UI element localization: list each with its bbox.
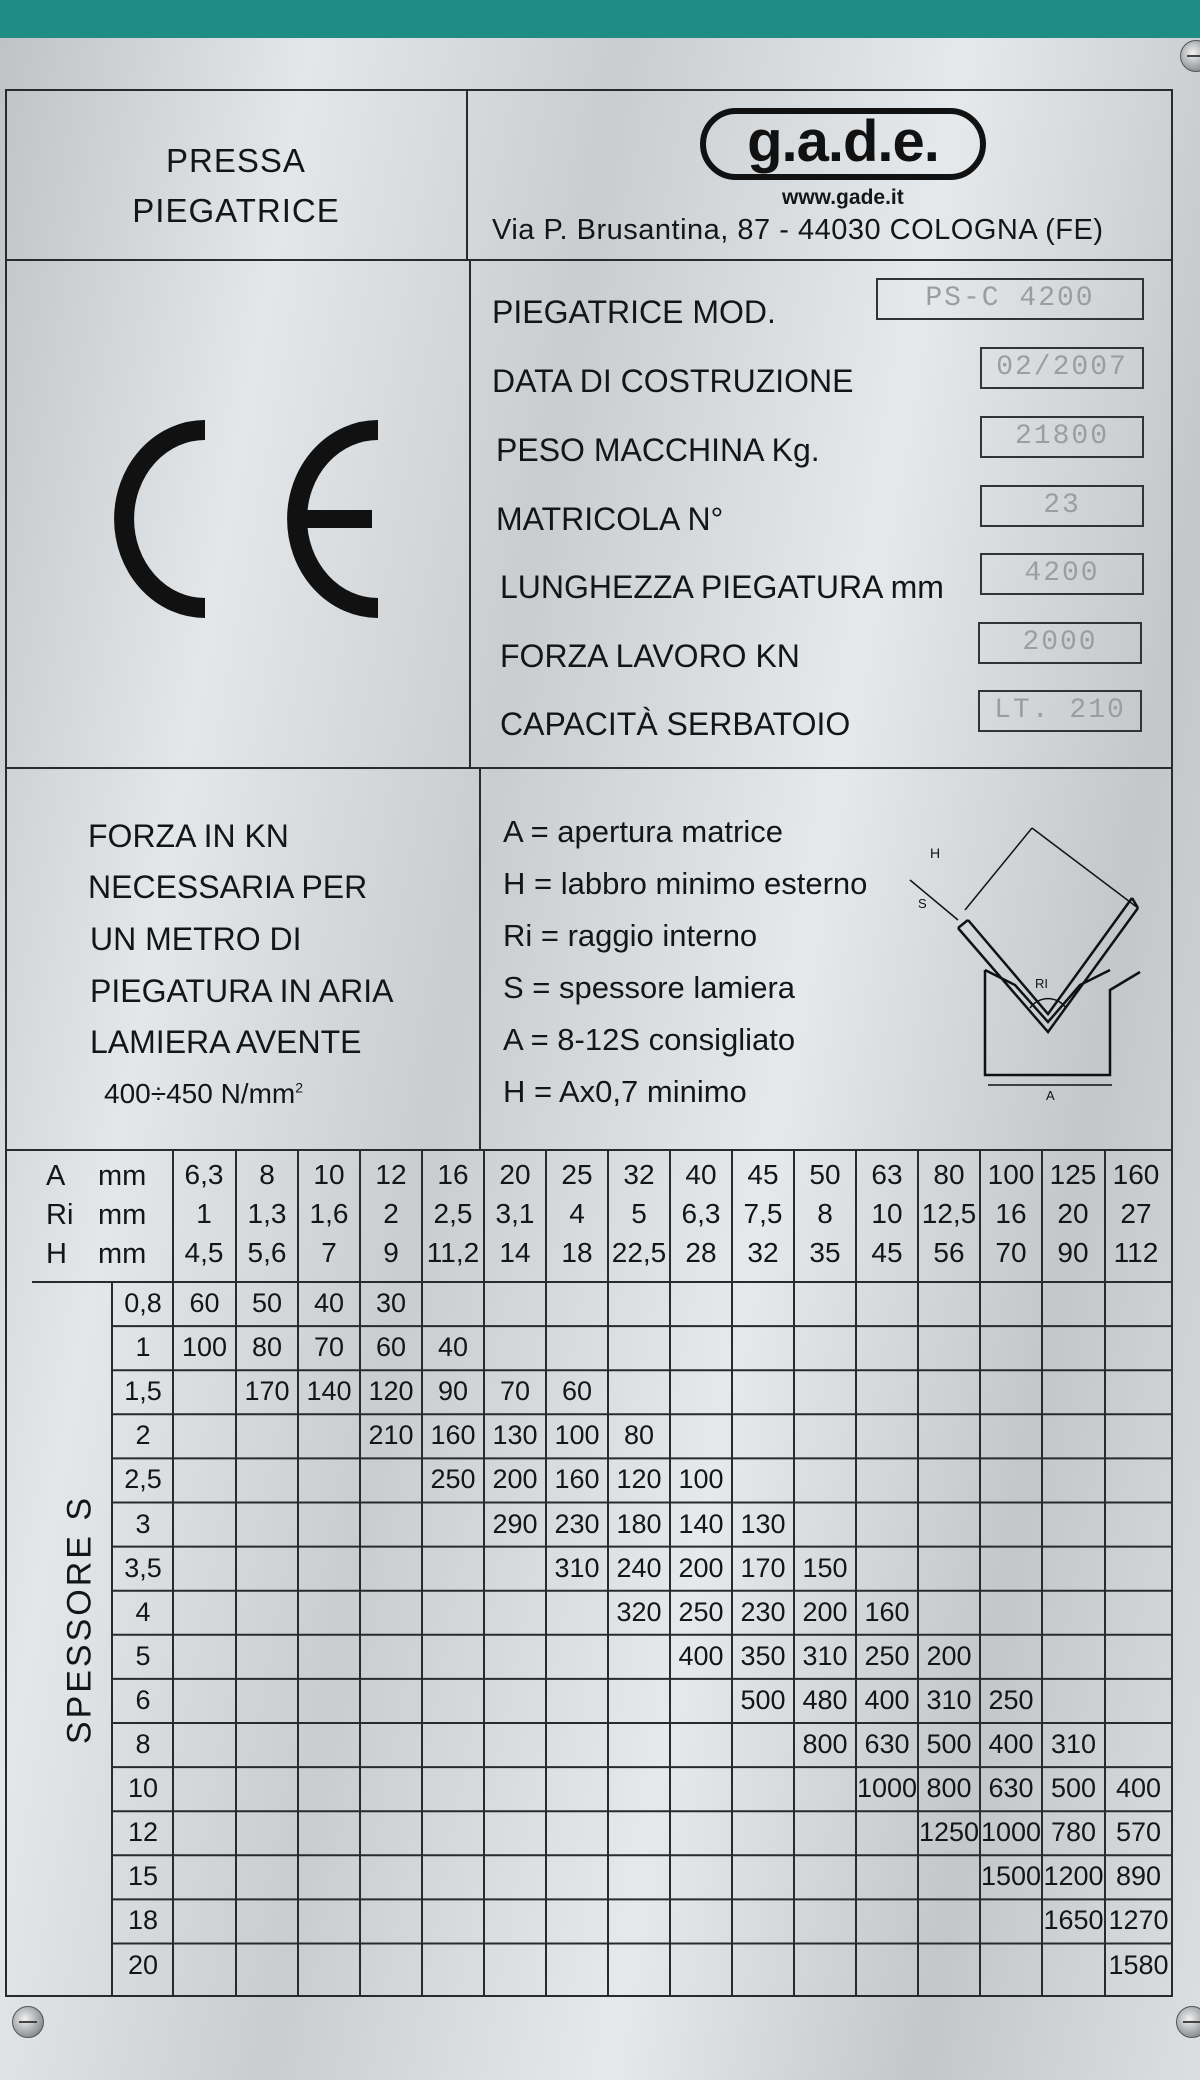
force-cell: 230 [554,1508,600,1539]
force-cell: 120 [368,1376,414,1407]
spec-value-box: 02/2007 [980,347,1144,389]
force-cell: 50 [251,1288,283,1318]
header-value-ri: 5 [631,1198,647,1229]
header-value-a: 50 [809,1159,841,1190]
force-cell: 100 [181,1332,228,1363]
diagram-label-s: S [918,896,927,911]
force-desc-3: UN METRO DI [90,921,302,957]
header-value-a: 25 [561,1159,593,1190]
force-cell: 800 [926,1773,972,1804]
force-cell: 400 [1115,1773,1162,1804]
force-cell: 400 [988,1729,1034,1759]
thickness-value: 1 [135,1332,151,1363]
thickness-value: 4 [135,1596,151,1627]
force-cell: 350 [740,1640,786,1671]
force-desc-exponent: 2 [295,1079,304,1096]
header-row-name: H [46,1238,67,1270]
spec-label: PIEGATRICE MOD. [492,294,776,330]
force-cell: 1000 [980,1817,1042,1848]
force-cell: 250 [678,1596,724,1627]
spec-value-box: PS-C 4200 [876,278,1144,320]
header-value-a: 12 [375,1159,407,1190]
spec-value-box: 21800 [980,416,1144,458]
gade-logo: g.a.d.e. [700,108,986,180]
header-row-unit: mm [98,1160,147,1192]
header-value-a: 10 [313,1159,345,1190]
force-cell: 250 [988,1684,1034,1715]
header-value-a: 6,3 [184,1159,224,1190]
force-cell: 170 [244,1376,290,1407]
legend-line-4: S = spessore lamiera [503,970,796,1005]
force-cell: 890 [1115,1861,1162,1892]
thickness-value: 20 [127,1949,159,1980]
spec-label: CAPACITÀ SERBATOIO [500,706,851,742]
thickness-value: 15 [127,1861,159,1892]
header-value-h: 11,2 [426,1237,480,1268]
force-cell: 60 [561,1376,593,1407]
force-cell: 500 [1050,1773,1097,1804]
header-value-ri: 1,3 [247,1198,287,1229]
header-value-h: 28 [685,1237,717,1268]
force-cell: 160 [554,1464,600,1495]
force-cell: 500 [926,1729,972,1759]
header-value-ri: 20 [1057,1198,1089,1229]
header-value-h: 7 [321,1237,337,1268]
force-cell: 120 [616,1464,662,1495]
force-cell: 1000 [856,1773,918,1804]
header-value-h: 90 [1057,1237,1089,1268]
force-cell: 60 [189,1288,220,1318]
force-cell: 40 [437,1332,469,1363]
header-value-h: 22,5 [611,1237,667,1268]
header-value-h: 9 [383,1237,399,1268]
header-row-unit: mm [98,1238,147,1270]
force-cell: 400 [864,1684,910,1715]
header-value-a: 125 [1049,1159,1097,1190]
thickness-value: 3 [135,1508,151,1539]
header-value-ri: 1,6 [309,1198,349,1229]
force-cell: 140 [678,1508,724,1539]
spec-value-box: LT. 210 [978,690,1142,732]
header-value-h: 4,5 [184,1237,224,1268]
diagram-label-h: H [930,845,941,861]
force-cell: 30 [375,1288,407,1318]
force-cell: 500 [740,1684,786,1715]
header-value-ri: 27 [1120,1198,1152,1229]
force-cell: 1650 [1043,1905,1104,1936]
legend-line-5: A = 8-12S consigliato [503,1022,796,1057]
header-value-ri: 6,3 [681,1198,721,1229]
force-cell: 630 [988,1773,1034,1804]
header-value-ri: 8 [817,1198,833,1229]
legend-line-6: H = Ax0,7 minimo [503,1074,747,1109]
force-cell: 310 [926,1684,972,1715]
force-cell: 570 [1115,1817,1162,1848]
force-cell: 170 [740,1552,786,1583]
header-value-a: 63 [871,1159,903,1190]
legend-line-3: Ri = raggio interno [503,918,758,953]
force-desc-2: NECESSARIA PER [88,869,368,905]
header-value-ri: 7,5 [743,1198,783,1229]
website-text: www.gade.it [782,186,904,209]
header-value-h: 56 [933,1237,965,1268]
force-cell: 200 [802,1596,848,1627]
header-value-h: 5,6 [247,1237,287,1268]
header-value-ri: 16 [995,1198,1027,1229]
header-value-ri: 10 [871,1198,903,1229]
force-cell: 310 [802,1640,848,1671]
header-value-a: 32 [623,1159,655,1190]
header-value-ri: 4 [569,1198,585,1229]
header-value-a: 80 [933,1159,965,1190]
force-desc-1: FORZA IN KN [88,818,289,854]
force-cell: 1270 [1108,1905,1169,1936]
force-cell: 310 [1050,1729,1097,1759]
spessore-side-label: SPESSORE S [60,1494,99,1745]
force-cell: 140 [306,1376,352,1407]
header-value-h: 70 [995,1237,1027,1268]
force-cell: 100 [678,1464,724,1495]
force-cell: 290 [492,1508,538,1539]
header-value-a: 100 [987,1159,1035,1190]
diagram-label-a: A [1046,1088,1055,1103]
force-cell: 310 [554,1552,600,1583]
force-cell: 160 [864,1596,910,1627]
thickness-value: 5 [135,1640,151,1671]
header-value-ri: 12,5 [921,1198,977,1229]
title-line1: PRESSA [166,142,306,179]
force-cell: 320 [616,1596,662,1627]
force-cell: 400 [678,1640,724,1671]
spec-value-box: 2000 [978,622,1142,664]
spec-label: DATA DI COSTRUZIONE [492,363,854,399]
header-value-ri: 2 [383,1198,399,1229]
force-desc-4: PIEGATURA IN ARIA [90,973,394,1009]
thickness-value: 0,8 [124,1288,162,1318]
header-value-ri: 3,1 [495,1198,535,1229]
header-value-a: 16 [437,1159,469,1190]
force-cell: 130 [492,1420,538,1451]
force-cell: 200 [678,1552,724,1583]
force-cell: 80 [623,1420,655,1451]
header-value-h: 45 [871,1237,903,1268]
header-row-name: Ri [46,1199,74,1231]
force-cell: 1200 [1043,1861,1104,1892]
header-value-a: 8 [259,1159,275,1190]
header-value-h: 112 [1113,1237,1159,1268]
force-cell: 200 [926,1640,972,1671]
thickness-value: 18 [127,1905,159,1936]
spec-label: LUNGHEZZA PIEGATURA mm [500,569,944,605]
thickness-value: 2 [135,1420,151,1451]
thickness-value: 6 [135,1684,151,1715]
thickness-value: 3,5 [124,1552,162,1583]
force-cell: 180 [616,1508,662,1539]
force-desc-5: LAMIERA AVENTE [90,1024,362,1060]
force-cell: 80 [251,1332,283,1363]
force-desc-value-text: 400÷450 N/mm [104,1078,296,1109]
force-cell: 40 [313,1288,345,1318]
force-cell: 1580 [1108,1949,1169,1980]
force-cell: 130 [740,1508,786,1539]
force-cell: 1500 [980,1861,1042,1892]
spec-value-box: 23 [980,485,1144,527]
header-row-name: A [46,1160,66,1192]
force-cell: 800 [802,1729,848,1759]
force-cell: 480 [802,1684,848,1715]
spec-label: MATRICOLA N° [496,501,724,537]
legend-line-1: A = apertura matrice [503,814,783,849]
force-cell: 250 [864,1640,910,1671]
thickness-value: 2,5 [124,1464,162,1495]
force-cell: 60 [375,1332,407,1363]
address-text: Via P. Brusantina, 87 - 44030 COLOGNA (FE) [492,214,1104,246]
header-value-h: 14 [499,1237,531,1268]
force-cell: 150 [802,1552,848,1583]
header-value-ri: 1 [196,1198,212,1229]
header-value-h: 18 [561,1237,593,1268]
header-row-unit: mm [98,1199,147,1231]
force-cell: 780 [1050,1817,1097,1848]
force-cell: 70 [313,1332,345,1363]
diagram-label-ri: RI [1035,976,1048,991]
spec-value-box: 4200 [980,553,1144,595]
force-cell: 1250 [918,1817,980,1848]
header-value-a: 45 [747,1159,779,1190]
force-cell: 160 [430,1420,476,1451]
force-cell: 200 [492,1464,538,1495]
force-cell: 230 [740,1596,786,1627]
header-value-a: 40 [685,1159,717,1190]
force-cell: 210 [368,1420,414,1451]
force-cell: 100 [554,1420,600,1451]
thickness-value: 1,5 [124,1376,162,1407]
thickness-value: 12 [127,1817,159,1848]
thickness-value: 10 [127,1773,159,1804]
force-cell: 70 [499,1376,531,1407]
force-cell: 630 [864,1729,910,1759]
thickness-value: 8 [135,1729,151,1759]
header-value-h: 35 [809,1237,841,1268]
header-value-ri: 2,5 [433,1198,473,1229]
title-line2: PIEGATRICE [132,192,340,229]
header-value-h: 32 [747,1237,779,1268]
header-value-a: 160 [1112,1159,1160,1190]
force-cell: 90 [437,1376,469,1407]
force-cell: 240 [616,1552,662,1583]
force-cell: 250 [430,1464,476,1495]
header-value-a: 20 [499,1159,531,1190]
spec-label: FORZA LAVORO KN [500,638,800,674]
legend-line-2: H = labbro minimo esterno [503,866,868,901]
spec-label: PESO MACCHINA Kg. [496,432,820,468]
